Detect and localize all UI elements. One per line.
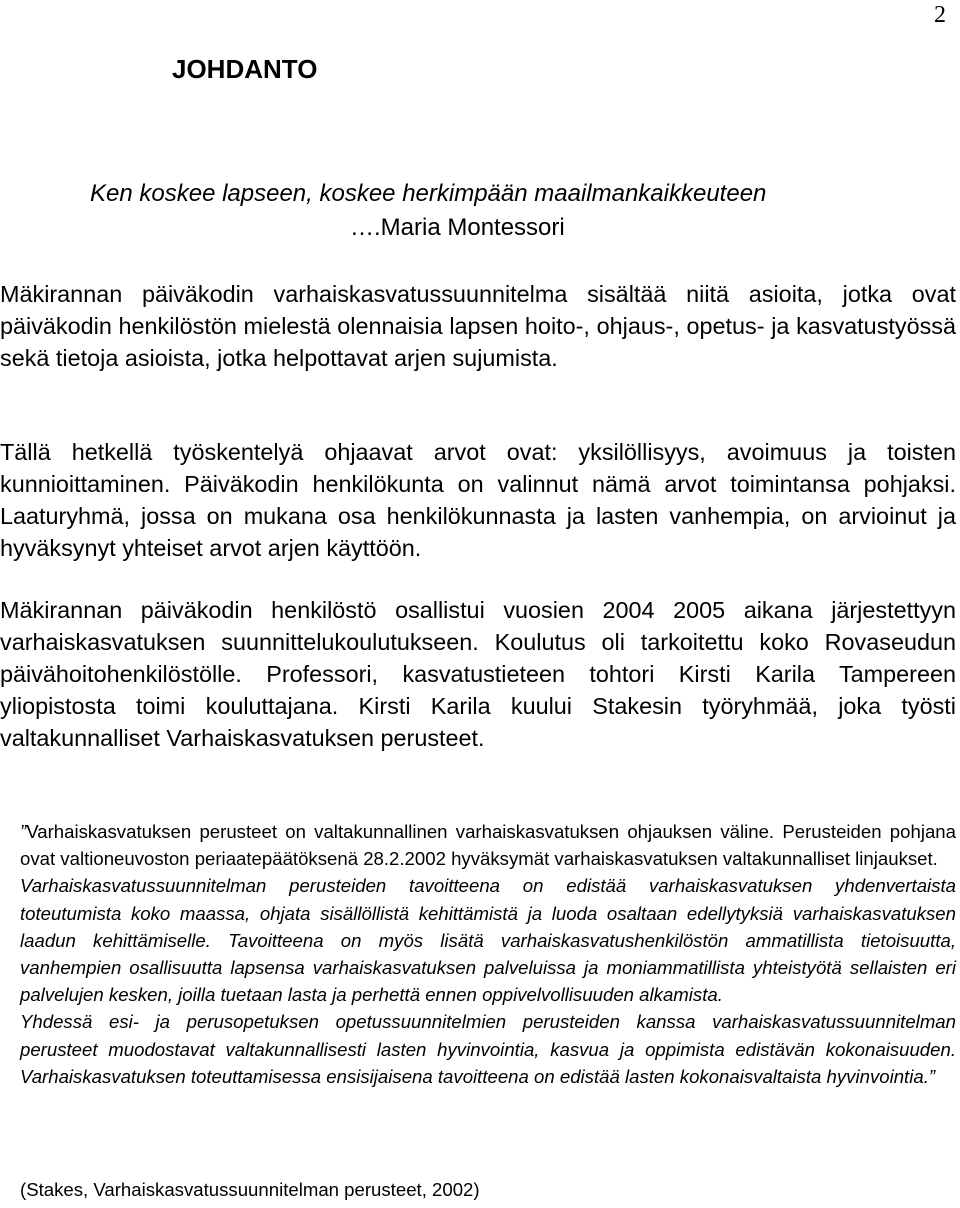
page-number: 2 xyxy=(934,2,946,28)
open-quote-mark: ” xyxy=(20,821,27,842)
paragraph-training: Mäkirannan päiväkodin henkilöstö osallistui vuosien 2004 2005 aikana järjestettyyn varhaiskasvatuksen suunnittelukoulutukseen. Koulutus oli tarkoitettu koko Rovaseudun päivähoitohenkilöstölle. Professori, kasvatustieteen tohtori Kirsti Karila Tampereen yliopistosta toimi kouluttajana. Kirsti Karila kuului Stakesin työryhmää, joka työsti valtakunnalliset Varhaiskasvatuksen perusteet. xyxy=(0,597,956,751)
citation-paragraph-2: Varhaiskasvatussuunnitelman perusteiden tavoitteena on edistää varhaiskasvatuksen yhdenvertaista toteutumista koko maassa, ohjata sisällöllistä kehittämistä ja luoda osaltaan edellytyksiä varhaiskasvatuksen laadun kehittämiselle. Tavoitteena on myös lisätä varhaiskasvatushenkilöstön ammatillista tietoisuutta, vanhempien osallisuutta lapsensa varhaiskasvatuksen palveluissa ja moniammatillista yhteistyötä sellaisten eri palvelujen kesken, joilla tuetaan lasta ja perhettä ennen oppivelvollisuuden alkamista. xyxy=(20,875,956,1006)
epigraph-author: ….Maria Montessori xyxy=(350,214,565,241)
epigraph-quote: Ken koskee lapseen, koskee herkimpään maailmankaikkeuteen xyxy=(90,180,767,207)
citation-paragraph-1 xyxy=(20,818,956,872)
citation-text-1: Varhaiskasvatuksen perusteet on valtakunnallinen varhaiskasvatuksen ohjauksen väline. Perusteiden pohjana ovat valtioneuvoston periaatepäätöksenä 28.2.2002 hyväksymät varhaiskasvatuksen valtakunnalliset linjaukset. xyxy=(20,821,956,870)
paragraph-values: Tällä hetkellä työskentelyä ohjaavat arvot ovat: yksilöllisyys, avoimuus ja toisten kunnioittaminen. Päiväkodin henkilökunta on valinnut nämä arvot toimintansa pohjaksi. Laaturyhmä, jossa on mukana osa henkilökunnasta ja lasten vanhempia, on arvioinut ja hyväksynyt yhteiset arvot arjen käyttöön. xyxy=(0,439,956,561)
citation-text-3: Yhdessä esi- ja perusopetuksen opetussuunnitelmien perusteiden kanssa varhaiskasvatussuunnitelman perusteet muodostavat valtakunnallisesti lasten hyvinvointia, kasvua ja oppimista edistävän kokonaisuuden. Varhaiskasvatuksen toteuttamisessa ensisijaisena tavoitteena on edistää lasten kokonaisvaltaista hyvinvointia. xyxy=(20,1011,956,1087)
citation-block xyxy=(20,818,956,1090)
citation-paragraph-3 xyxy=(20,1008,956,1090)
close-quote-mark: ” xyxy=(928,1065,936,1087)
source-reference: (Stakes, Varhaiskasvatussuunnitelman perusteet, 2002) xyxy=(20,1179,480,1200)
page-title: JOHDANTO xyxy=(172,54,318,84)
paragraph-intro: Mäkirannan päiväkodin varhaiskasvatussuunnitelma sisältää niitä asioita, jotka ovat päiväkodin henkilöstön mielestä olennaisia lapsen hoito-, ohjaus-, opetus- ja kasvatustyössä sekä tietoja asioista, jotka helpottavat arjen sujumista. xyxy=(0,281,956,371)
